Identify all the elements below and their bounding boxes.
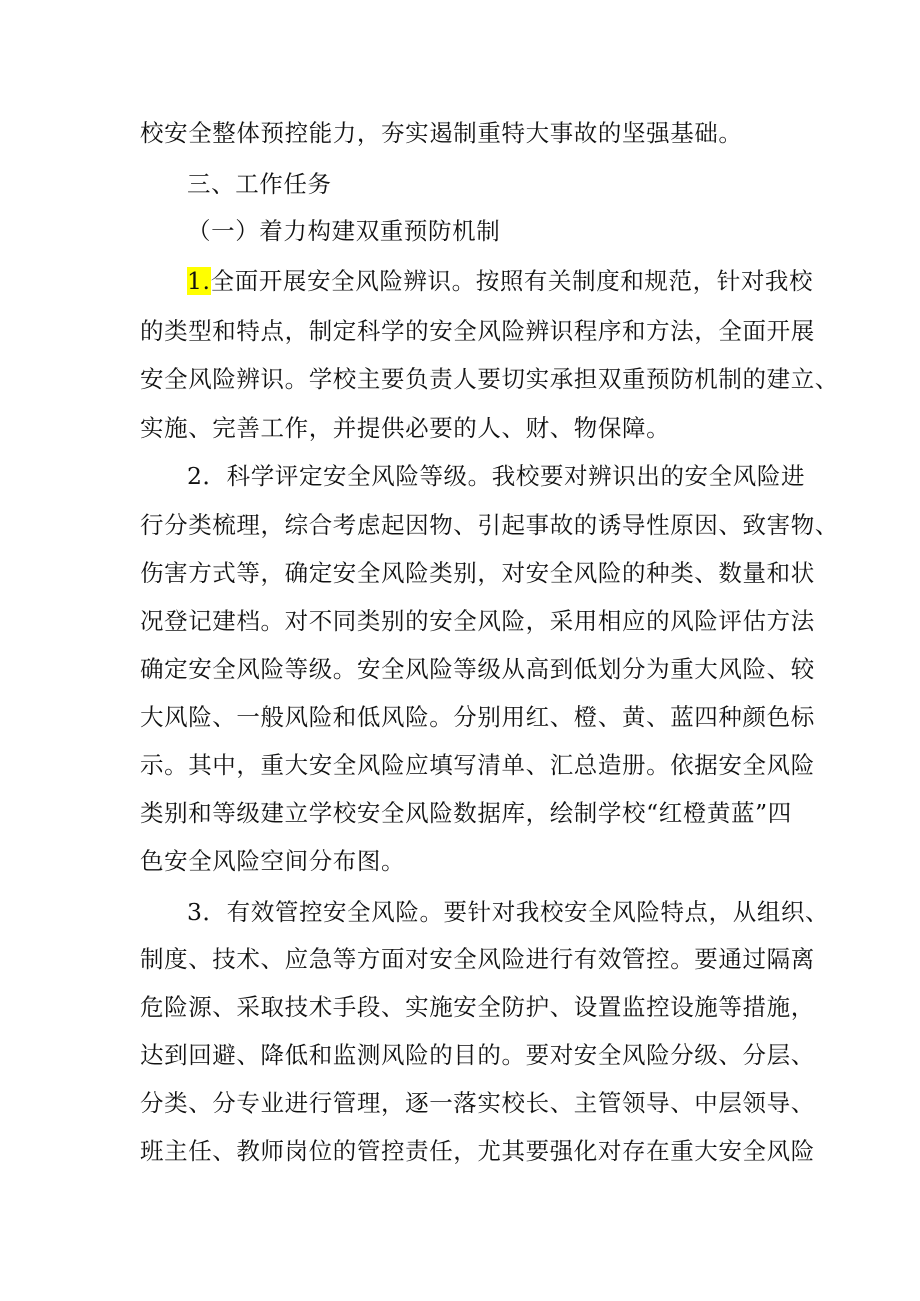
paragraph-line: 校安全整体预控能力，夯实遏制重特大事故的坚强基础。 <box>140 119 743 147</box>
paragraph-line: 分类、分专业进行管理，逐一落实校长、主管领导、中层领导、 <box>140 1089 815 1117</box>
paragraph-line: 安全风险辨识。学校主要负责人要切实承担双重预防机制的建立、 <box>140 365 839 393</box>
paragraph-line: 行分类梳理，综合考虑起因物、引起事故的诱导性原因、致害物、 <box>140 511 839 539</box>
paragraph-line: 大风险、一般风险和低风险。分别用红、橙、黄、蓝四种颜色标 <box>140 703 815 731</box>
section-heading: 三、工作任务 <box>187 170 332 198</box>
paragraph-line: 实施、完善工作，并提供必要的人、财、物保障。 <box>140 414 671 442</box>
item-2-first-line: 2．科学评定安全风险等级。我校要对辨识出的安全风险进 <box>187 462 806 490</box>
paragraph-line: 班主任、教师岗位的管控责任，尤其要强化对存在重大安全风险 <box>140 1137 815 1165</box>
item-1-number-highlight: 1. <box>187 267 211 295</box>
paragraph-line: 危险源、采取技术手段、实施安全防护、设置监控设施等措施， <box>140 993 815 1021</box>
paragraph-line: 类别和等级建立学校安全风险数据库，绘制学校“红橙黄蓝”四 <box>140 799 792 827</box>
paragraph-line: 确定安全风险等级。安全风险等级从高到低划分为重大风险、较 <box>140 655 815 683</box>
paragraph-line: 示。其中，重大安全风险应填写清单、汇总造册。依据安全风险 <box>140 751 815 779</box>
paragraph-line: 况登记建档。对不同类别的安全风险，采用相应的风险评估方法 <box>140 607 815 635</box>
paragraph-line: 色安全风险空间分布图。 <box>140 847 406 875</box>
paragraph-line: 达到回避、降低和监测风险的目的。要对安全风险分级、分层、 <box>140 1041 815 1069</box>
paragraph-line: 的类型和特点，制定科学的安全风险辨识程序和方法，全面开展 <box>140 317 815 345</box>
item-1-text: 全面开展安全风险辨识。按照有关制度和规范，针对我校 <box>210 267 814 295</box>
item-3-first-line: 3．有效管控安全风险。要针对我校安全风险特点，从组织、 <box>187 898 830 926</box>
paragraph-line: 伤害方式等，确定安全风险类别，对安全风险的种类、数量和状 <box>140 559 815 587</box>
subsection-heading: （一）着力构建双重预防机制 <box>187 217 501 245</box>
paragraph-line: 制度、技术、应急等方面对安全风险进行有效管控。要通过隔离 <box>140 945 815 973</box>
item-1-first-line <box>187 266 847 296</box>
